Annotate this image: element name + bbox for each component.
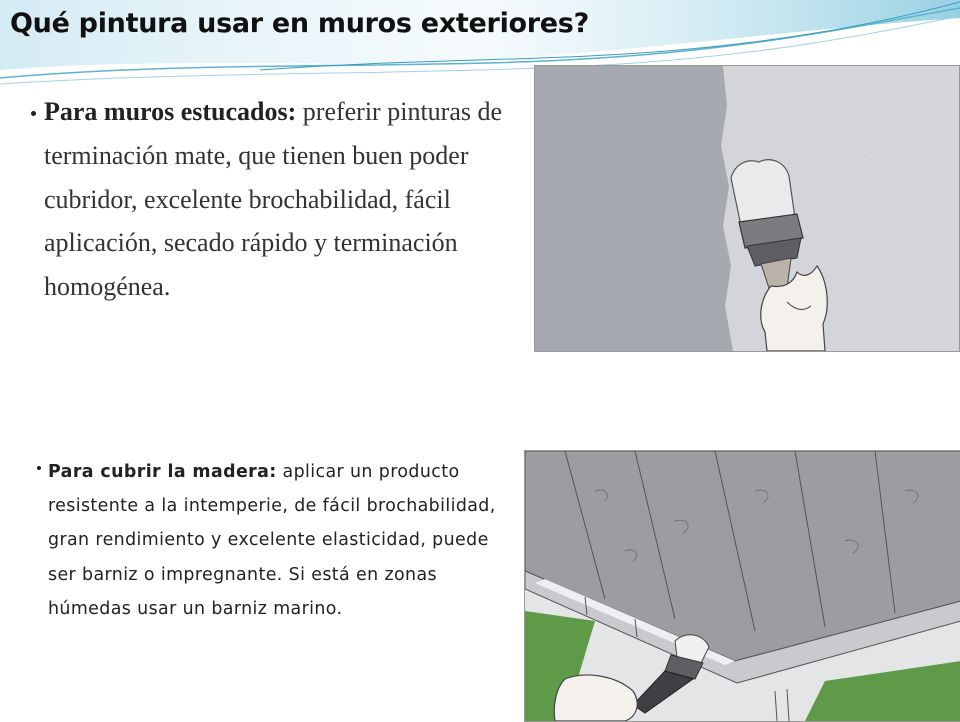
- wall-painting-illustration: [535, 66, 959, 351]
- wall-painting-image: [534, 65, 960, 352]
- bullet-wood: [48, 455, 498, 626]
- bullet-body: aplicar un producto resistente a la intemperie, de fácil brochabilidad, gran rendimiento y excelente elasticidad, puede ser barniz o impregnante. Si está en zonas húmedas usar un barniz marino.: [48, 462, 496, 619]
- wood-painting-illustration: [525, 451, 960, 721]
- page-title: Qué pintura usar en muros exteriores?: [10, 8, 589, 39]
- bullet-body: preferir pinturas de terminación mate, que tienen buen poder cubridor, excelente brochabilidad, fácil aplicación, secado rápido y terminación homogénea.: [44, 97, 503, 302]
- bullet-icon: [31, 111, 36, 116]
- bullet-heading: Para cubrir la madera:: [48, 462, 277, 482]
- bullet-text: [44, 90, 504, 309]
- bullet-heading: Para muros estucados:: [44, 97, 297, 126]
- bullet-text: [48, 455, 498, 626]
- wood-painting-image: [524, 450, 960, 722]
- bullet-stucco-walls: [44, 90, 504, 309]
- bullet-icon: [37, 466, 41, 470]
